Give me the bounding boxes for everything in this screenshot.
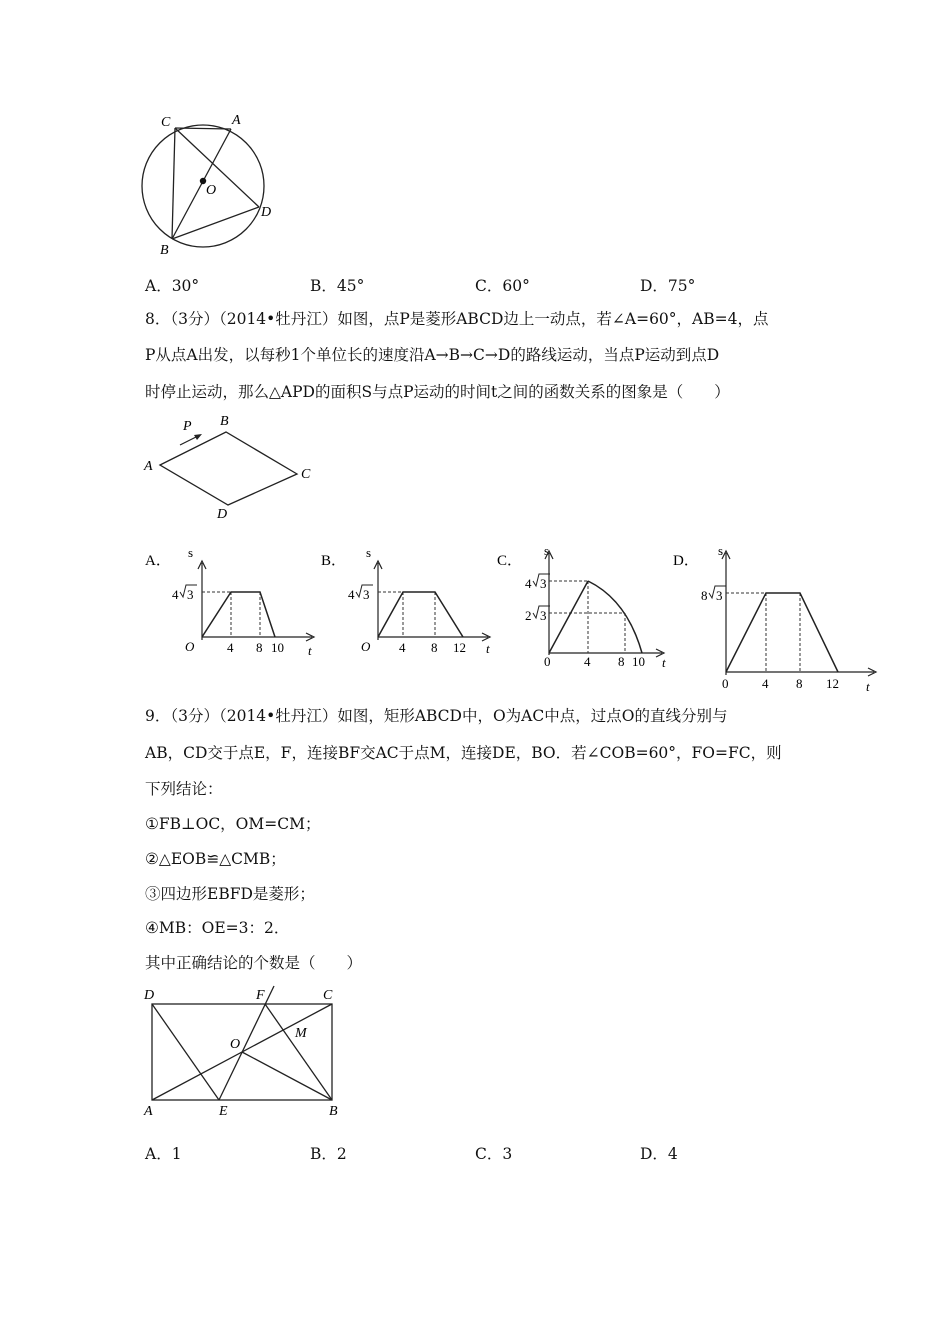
q8-text-line3: 时停止运动，那么△APD的面积S与点P运动的时间t之间的函数关系的图象是（ ） bbox=[145, 383, 730, 401]
q9-conclusion-4: ④MB：OE=3：2． bbox=[145, 919, 290, 937]
q8-graph-a-curve bbox=[202, 592, 275, 637]
q8-graph-c-sqrt-arg-1: 3 bbox=[540, 576, 547, 591]
q9-label-C: C bbox=[323, 988, 333, 1003]
q7-option-c: C．60° bbox=[475, 277, 530, 295]
q8-graph-c-curve-rise bbox=[549, 581, 588, 653]
q9-prompt: 其中正确结论的个数是（ ） bbox=[145, 954, 363, 972]
q8-rhombus bbox=[160, 432, 297, 505]
q8-option-c-label: C． bbox=[497, 553, 523, 569]
q9-conclusion-2: ②△EOB≌△CMB； bbox=[145, 850, 286, 868]
q7-label-D: D bbox=[261, 205, 272, 220]
q8-graph-d-ymax-coef: 8 bbox=[701, 588, 708, 603]
q7-segment-BD bbox=[172, 207, 259, 239]
q8-graph-d-t-label: t bbox=[866, 679, 870, 694]
q7-label-B: B bbox=[160, 243, 169, 258]
q7-circle bbox=[142, 125, 264, 247]
q8-graph-c-curve-arc bbox=[588, 581, 642, 653]
q7-label-A: A bbox=[232, 113, 241, 128]
q7-segment-AB bbox=[172, 129, 231, 239]
q8-graph-a bbox=[140, 545, 325, 660]
q8-graph-a-s-label: s bbox=[188, 545, 194, 560]
q8-option-d-label: D． bbox=[673, 553, 699, 569]
q8-graph-d-tick-3: 12 bbox=[826, 676, 839, 691]
q8-graph-c-tick-2: 8 bbox=[618, 654, 625, 669]
q8-graph-c-sqrt-arg-2: 3 bbox=[540, 608, 547, 623]
q8-rhombus-figure bbox=[140, 408, 320, 523]
q8-graph-c-origin: 0 bbox=[544, 654, 551, 669]
q7-segment-CB bbox=[172, 128, 175, 239]
q8-graph-b-s-label: s bbox=[366, 545, 372, 560]
q8-option-b-label: B． bbox=[321, 553, 347, 569]
q7-segment-CD bbox=[175, 128, 259, 207]
q9-conclusion-1: ①FB⊥OC，OM=CM； bbox=[145, 815, 321, 833]
q9-option-c: C．3 bbox=[475, 1145, 513, 1163]
q8-graph-c-tick-3: 10 bbox=[632, 654, 645, 669]
q9-segment-DE bbox=[152, 1004, 219, 1100]
q8-graph-b-tick-1: 4 bbox=[399, 640, 406, 655]
q8-label-D: D bbox=[217, 507, 228, 522]
q8-graph-d-origin: 0 bbox=[722, 676, 729, 691]
q9-label-M: M bbox=[295, 1026, 307, 1041]
q8-graph-c-tick-1: 4 bbox=[584, 654, 591, 669]
q8-graph-d-sqrt-arg: 3 bbox=[716, 588, 723, 603]
q8-label-B: B bbox=[220, 414, 229, 429]
q8-graph-c-ymid-coef: 2 bbox=[525, 608, 532, 623]
q8-label-C: C bbox=[301, 467, 311, 482]
q8-graph-a-tick-2: 8 bbox=[256, 640, 263, 655]
q7-option-d: D．75° bbox=[640, 277, 696, 295]
q8-graph-b-sqrt-arg: 3 bbox=[363, 587, 370, 602]
q8-graph-c-ymax-coef: 4 bbox=[525, 576, 532, 591]
q8-graph-a-ymax-coef: 4 bbox=[172, 587, 179, 602]
q8-graph-b bbox=[316, 545, 501, 660]
q7-option-a: A．30° bbox=[145, 277, 200, 295]
q8-graph-c bbox=[492, 545, 682, 675]
q9-label-A: A bbox=[144, 1104, 153, 1119]
q8-graph-b-curve bbox=[378, 592, 463, 637]
q8-text-line2: P从点A出发，以每秒1个单位长的速度沿A→B→C→D的路线运动，当点P运动到点D bbox=[145, 346, 720, 364]
q9-option-a: A．1 bbox=[145, 1145, 182, 1163]
q8-graph-a-t-label: t bbox=[308, 643, 312, 658]
q8-graph-d-s-label: s bbox=[718, 543, 724, 558]
q9-label-E: E bbox=[219, 1104, 228, 1119]
q8-graph-b-ymax-coef: 4 bbox=[348, 587, 355, 602]
q9-option-d: D．4 bbox=[640, 1145, 678, 1163]
q9-text-line3: 下列结论： bbox=[145, 780, 223, 798]
q9-label-F: F bbox=[256, 988, 265, 1003]
q8-graph-a-origin: O bbox=[185, 639, 195, 654]
q7-label-O: O bbox=[206, 183, 217, 198]
q8-graph-a-tick-1: 4 bbox=[227, 640, 234, 655]
q8-graph-c-s-label: s bbox=[544, 543, 550, 558]
q7-circle-figure bbox=[135, 108, 285, 258]
q8-graph-b-tick-3: 12 bbox=[453, 640, 466, 655]
q8-graph-a-tick-3: 10 bbox=[271, 640, 284, 655]
q8-graph-b-t-label: t bbox=[486, 641, 490, 656]
q8-text-line1: 8．（3分）（2014•牡丹江）如图，点P是菱形ABCD边上一动点，若∠A=60°，AB=4，点 bbox=[145, 310, 769, 328]
q9-segment-BO bbox=[242, 1052, 332, 1100]
q7-label-C: C bbox=[161, 115, 171, 130]
q8-graph-d bbox=[668, 545, 888, 695]
q8-label-A: A bbox=[144, 459, 153, 474]
q8-graph-d-tick-1: 4 bbox=[762, 676, 769, 691]
q8-graph-b-tick-2: 8 bbox=[431, 640, 438, 655]
q7-option-b: B．45° bbox=[310, 277, 365, 295]
q9-label-O: O bbox=[230, 1037, 241, 1052]
q8-label-P: P bbox=[183, 419, 192, 434]
q9-segment-EF bbox=[219, 986, 274, 1100]
q9-text-line1: 9．（3分）（2014•牡丹江）如图，矩形ABCD中，O为AC中点，过点O的直线分别与 bbox=[145, 707, 728, 725]
q8-option-a-label: A． bbox=[145, 553, 171, 569]
q8-graph-d-tick-2: 8 bbox=[796, 676, 803, 691]
q8-graph-b-origin: O bbox=[361, 639, 371, 654]
q9-conclusion-3: ③四边形EBFD是菱形； bbox=[145, 885, 315, 903]
q9-option-b: B．2 bbox=[310, 1145, 347, 1163]
q8-graph-a-sqrt-arg: 3 bbox=[187, 587, 194, 602]
q8-graph-d-curve bbox=[726, 593, 838, 672]
q9-label-B: B bbox=[329, 1104, 338, 1119]
q9-label-D: D bbox=[144, 988, 155, 1003]
q9-rectangle-figure bbox=[140, 982, 355, 1122]
q8-graph-c-t-label: t bbox=[662, 655, 666, 670]
q9-segment-BF bbox=[265, 1004, 332, 1100]
q9-text-line2: AB，CD交于点E，F，连接BF交AC于点M，连接DE，BO．若∠COB=60°，FO=FC，则 bbox=[145, 744, 782, 762]
